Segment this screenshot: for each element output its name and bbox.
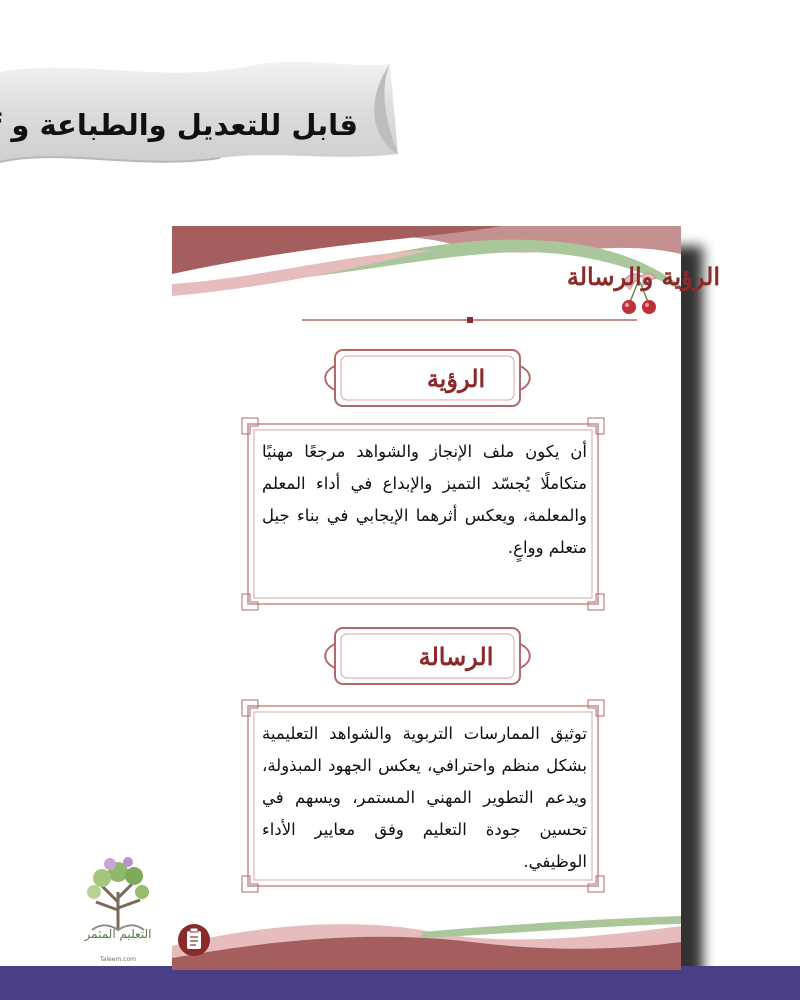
section-label-vision: الرؤية	[426, 364, 486, 393]
bottom-band	[0, 966, 800, 1000]
logo-name: التعليم المثمر	[84, 927, 152, 941]
banner-text: قابل للتعديل والطباعة و	[11, 108, 358, 142]
mission-text: توثيق الممارسات التربوية والشواهد التعليمية بشكل منظم واحترافي، يعكس الجهود المبذولة، ويدعم التطوير المهني المستمر، ويسهم في تحسين جودة التعليم وفق معايير الأداء الوظيفي.	[262, 724, 587, 871]
section-label-mission: الرسالة	[418, 642, 494, 671]
tree-icon	[72, 852, 164, 962]
logo-url: Taleem.com	[100, 956, 136, 963]
clipboard-icon	[178, 924, 210, 956]
vision-text: أن يكون ملف الإنجاز والشواهد مرجعًا مهنيًا متكاملًا يُجسّد التميز والإبداع في أداء المعلم والمعلمة، ويعكس أثرهما الإيجابي في بناء جيل متعلم وواعٍ.	[262, 442, 587, 557]
page-title: الرؤية والرسالة	[566, 262, 720, 291]
